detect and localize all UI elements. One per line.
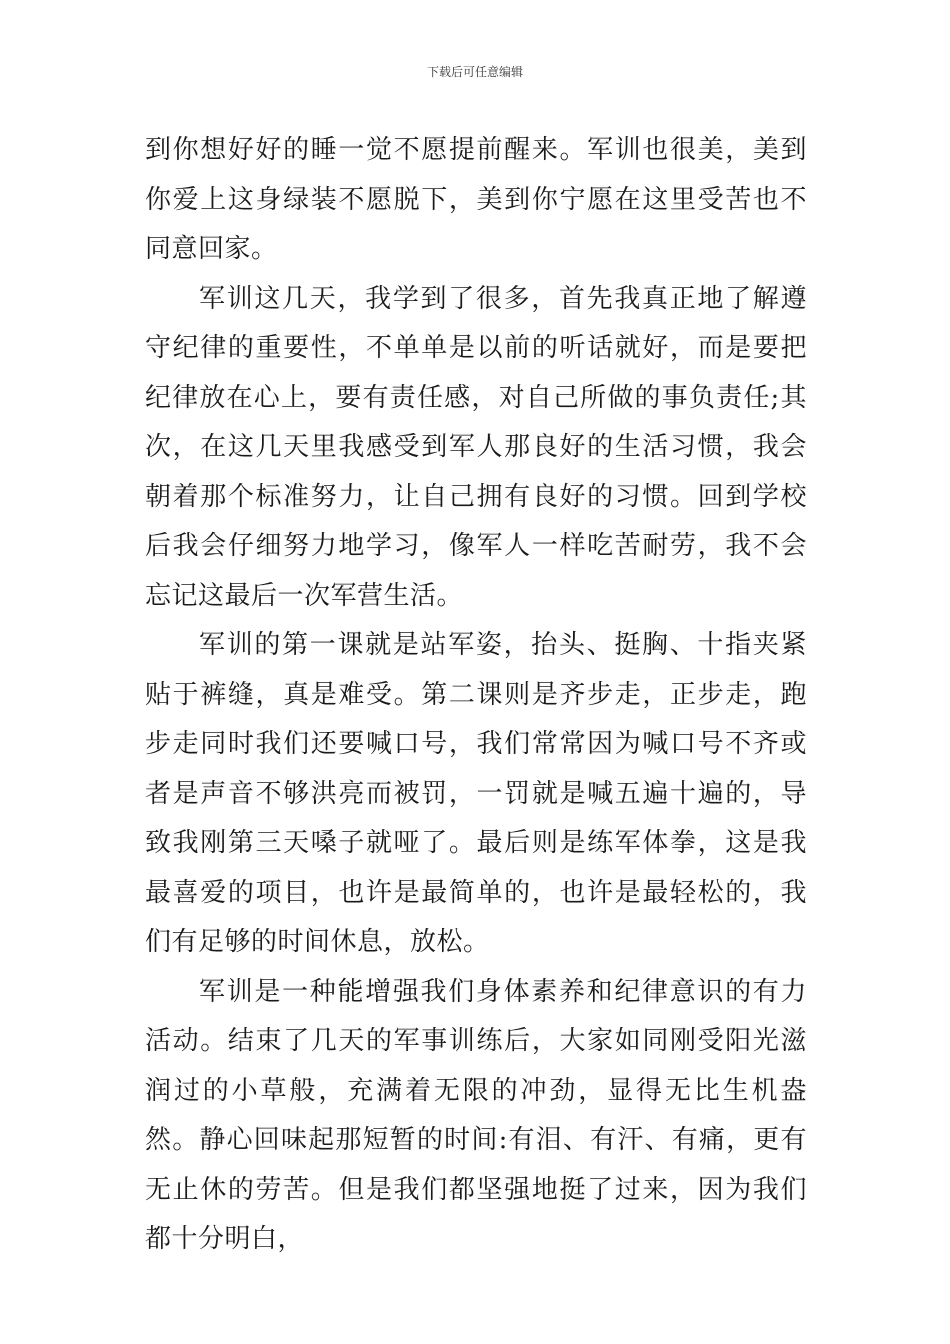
- paragraph-4: 军训是一种能增强我们身体素养和纪律意识的有力活动。结束了几天的军事训练后，大家如同刚受阳光滋润过的小草般，充满着无限的冲劲，显得无比生机盎然。静心回味起那短暂的时间:有泪、有汗、有痛，更有无止休的劳苦。但是我们都坚强地挺了过来，因为我们都十分明白，: [145, 976, 807, 1254]
- paragraph-3: 军训的第一课就是站军姿，抬头、挺胸、十指夹紧贴于裤缝，真是难受。第二课则是齐步走，正步走，跑步走同时我们还要喊口号，我们常常因为喊口号不齐或者是声音不够洪亮而被罚，一罚就是喊五遍十遍的，导致我刚第三天嗓子就哑了。最后则是练军体拳，这是我最喜爱的项目，也许是最简单的，也许是最轻松的，我们有足够的时间休息，放松。: [145, 630, 807, 957]
- page-header-note: 下载后可任意编辑: [426, 65, 523, 79]
- paragraph-2: 军训这几天，我学到了很多，首先我真正地了解遵守纪律的重要性，不单单是以前的听话就好，而是要把纪律放在心上，要有责任感，对自己所做的事负责任;其次，在这几天里我感受到军人那良好的生活习惯，我会朝着那个标准努力，让自己拥有良好的习惯。回到学校后我会仔细努力地学习，像军人一样吃苦耐劳，我不会忘记这最后一次军营生活。: [145, 283, 807, 611]
- body-text: [145, 126, 807, 1265]
- paragraph-1: 到你想好好的睡一觉不愿提前醒来。军训也很美，美到你爱上这身绿装不愿脱下，美到你宁愿在这里受苦也不同意回家。: [145, 135, 807, 264]
